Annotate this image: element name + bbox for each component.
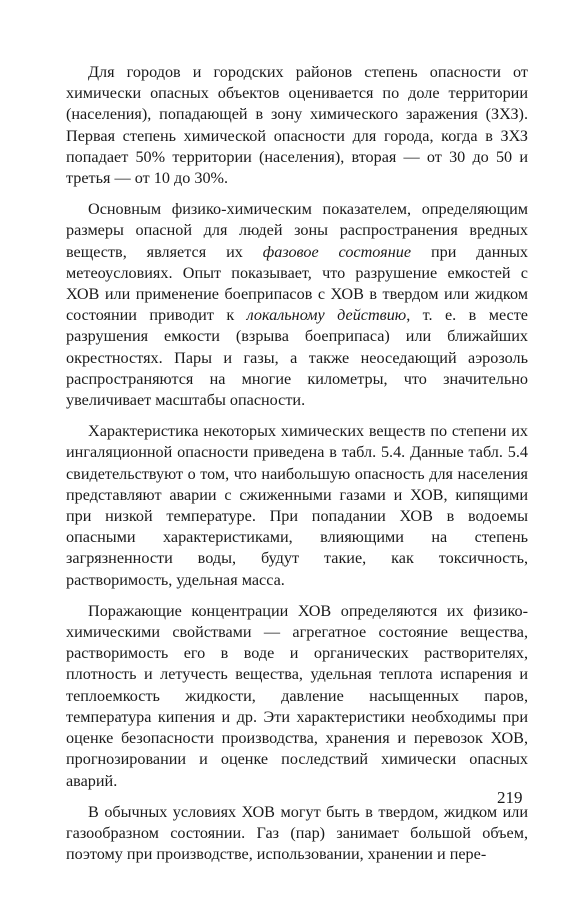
- paragraph-text: Поражающие концентрации ХОВ определяются их физико-химическими свойствами — агрегатное состояние вещества, растворимость его в воде и органических растворителях, плотность и летучесть вещества, удельная теплота испарения и теплоемкость жидкости, давление насыщенных паров, температура кипения и др. Эти характеристики необходимы при оценке безопасности производства, хранения и перевозок ХОВ, прогнозировании и оценке последствий химически опасных аварий.: [66, 601, 528, 790]
- paragraph-phase-state: [66, 199, 528, 411]
- text-page: [66, 62, 528, 875]
- paragraph-text: , т. е. в месте разрушения емкости (взрыва боеприпаса) или ближайших окрестностях. Пары и газы, а также неоседающий аэрозоль распространяются на многие километры, что значительно увеличивает масштабы опасности.: [66, 306, 528, 410]
- paragraph-text: при данных метеоусловиях. Опыт показывает, что разрушение емкостей с ХОВ или применение боеприпасов с ХОВ в твердом или жидком состоянии приводит к: [66, 242, 528, 325]
- emphasis-local-action: локальному действию: [246, 306, 407, 325]
- paragraph-zone-danger-levels: [66, 62, 528, 189]
- paragraph-physical-states: [66, 802, 528, 866]
- paragraph-text: Для городов и городских районов степень опасности от химически опасных объектов оценивается по доле территории (населения), попадающей в зону химического заражения (ЗХЗ). Первая степень химической опасности для города, когда в ЗХЗ попадает 50% территории (населения), вторая — от 30 до 50 и третья — от 10 до 30%.: [66, 63, 528, 188]
- page-number: 219: [497, 788, 523, 807]
- paragraph-text: Характеристика некоторых химических веществ по степени их ингаляционной опасности приведена в табл. 5.4. Данные табл. 5.4 свидетельствуют о том, что наибольшую опасность для населения представляют аварии с сжиженными газами и ХОВ, кипящими при низкой температуре. При попадании ХОВ в водоемы опасными характеристиками, влияющими на степень загрязненности воды, будут такие, как токсичность, растворимость, удельная масса.: [66, 422, 528, 589]
- emphasis-phase-state: фазовое состояние: [262, 242, 412, 261]
- paragraph-inhalation-danger: [66, 421, 528, 591]
- paragraph-text: В обычных условиях ХОВ могут быть в твердом, жидком или газообразном состоянии. Газ (пар) занимает большой объем, поэтому при производстве, использовании, хранении и пере-: [66, 802, 528, 864]
- paragraph-text: Основным физико-химическим показателем, определяющим размеры опасной для людей зоны распространения вредных веществ, является их: [66, 200, 528, 261]
- paragraph-damaging-concentrations: [66, 601, 528, 792]
